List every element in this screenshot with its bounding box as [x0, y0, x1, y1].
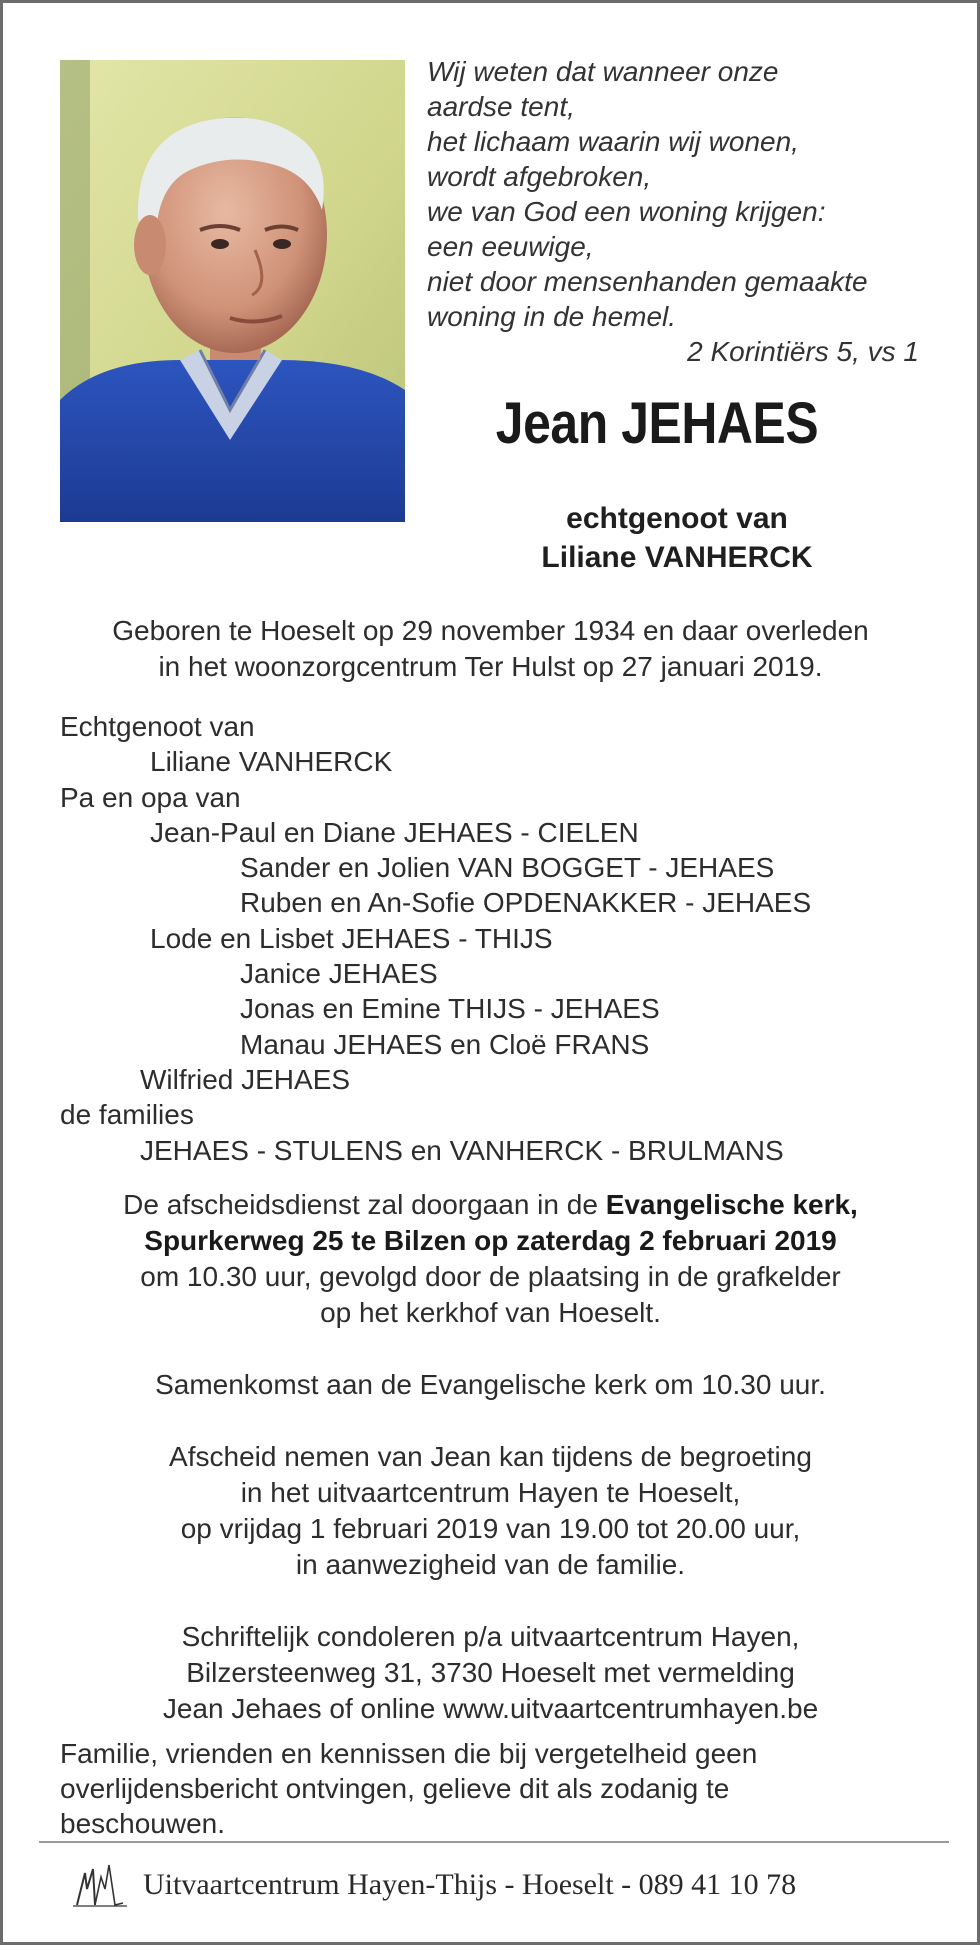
ceremony-intro: De afscheidsdienst zal doorgaan in de — [123, 1189, 606, 1220]
ceremony-details — [23, 1187, 958, 1727]
portrait-illustration — [60, 60, 405, 522]
farewell-line: Afscheid nemen van Jean kan tijdens de begroeting — [169, 1441, 812, 1472]
family-member-line: Jean-Paul en Diane JEHAES - CIELEN — [150, 816, 639, 848]
family-member-line: Jonas en Emine THIJS - JEHAES — [240, 993, 660, 1025]
notice-line: beschouwen. — [60, 1808, 226, 1839]
family-list — [60, 709, 940, 1168]
farewell-line: in het uitvaartcentrum Hayen te Hoeselt, — [240, 1477, 741, 1508]
gathering-line: Samenkomst aan de Evangelische kerk om 10.30 uur. — [155, 1369, 826, 1400]
poem — [427, 54, 947, 369]
portrait-photo — [60, 60, 405, 522]
poem-line: het lichaam waarin wij wonen, — [427, 126, 799, 157]
spouse-relation: echtgenoot van — [566, 502, 788, 535]
poem-line: een eeuwige, — [427, 231, 594, 262]
condolence-line: Schriftelijk condoleren p/a uitvaartcentrum Hayen, — [181, 1621, 800, 1652]
family-member-line: Janice JEHAES — [240, 958, 438, 990]
birth-line: Geboren te Hoeselt op 29 november 1934 en daar overleden — [112, 615, 869, 646]
poem-line: wordt afgebroken, — [427, 161, 652, 192]
deceased-name: Jean JEHAES — [495, 391, 819, 456]
ceremony-line — [23, 1223, 958, 1259]
farewell-line: op vrijdag 1 februari 2019 van 19.00 tot 20.00 uur, — [180, 1513, 801, 1544]
family-member-line: Manau JEHAES en Cloë FRANS — [240, 1028, 650, 1060]
poem-line: woning in de hemel. — [427, 301, 677, 332]
funeral-home-contact: Uitvaartcentrum Hayen-Thijs - Hoeselt - 089 41 10 78 — [143, 1868, 797, 1901]
family-member-line: de families — [60, 1099, 194, 1131]
ceremony-line — [23, 1187, 958, 1223]
family-member-line: Lode en Lisbet JEHAES - THIJS — [150, 922, 553, 954]
condolence-line: Bilzersteenweg 31, 3730 Hoeselt met vermelding — [186, 1657, 795, 1688]
death-line: in het woonzorgcentrum Ter Hulst op 27 januari 2019. — [158, 651, 823, 682]
ceremony-line: op het kerkhof van Hoeselt. — [320, 1297, 661, 1328]
family-member-line: Wilfried JEHAES — [140, 1063, 351, 1095]
bible-reference: 2 Korintiërs 5, vs 1 — [687, 336, 919, 367]
poem-line: aardse tent, — [427, 91, 575, 122]
farewell-line: in aanwezigheid van de familie. — [295, 1549, 686, 1580]
family-member-line: Pa en opa van — [60, 781, 241, 813]
notice-line: Familie, vrienden en kennissen die bij vergetelheid geen — [60, 1738, 758, 1769]
poem-line: Wij weten dat wanneer onze — [427, 56, 779, 87]
church-name: Evangelische kerk, — [605, 1189, 858, 1220]
footer-divider — [39, 1841, 949, 1843]
poem-line: niet door mensenhanden gemaakte — [427, 266, 868, 297]
family-member-line: JEHAES - STULENS en VANHERCK - BRULMANS — [140, 1134, 784, 1166]
family-member-line: Sander en Jolien VAN BOGGET - JEHAES — [240, 852, 775, 884]
spouse-name: Liliane VANHERCK — [541, 541, 813, 574]
notice-text — [60, 1736, 920, 1841]
birth-death-statement — [23, 613, 958, 685]
ceremony-line: om 10.30 uur, gevolgd door de plaatsing in de grafkelder — [140, 1261, 841, 1292]
church-address-date: Spurkerweg 25 te Bilzen op zaterdag 2 februari 2019 — [144, 1225, 837, 1256]
notice-line: overlijdensbericht ontvingen, gelieve dit als zodanig te — [60, 1773, 730, 1804]
family-member-line: Liliane VANHERCK — [150, 746, 393, 778]
spouse-heading — [457, 499, 897, 577]
poem-line: we van God een woning krijgen: — [427, 196, 826, 227]
funeral-home-logo-icon — [71, 1859, 129, 1909]
family-member-line: Ruben en An-Sofie OPDENAKKER - JEHAES — [240, 887, 812, 919]
family-member-line: Echtgenoot van — [60, 711, 255, 742]
condolence-line: Jean Jehaes of online www.uitvaartcentrumhayen.be — [162, 1693, 819, 1724]
